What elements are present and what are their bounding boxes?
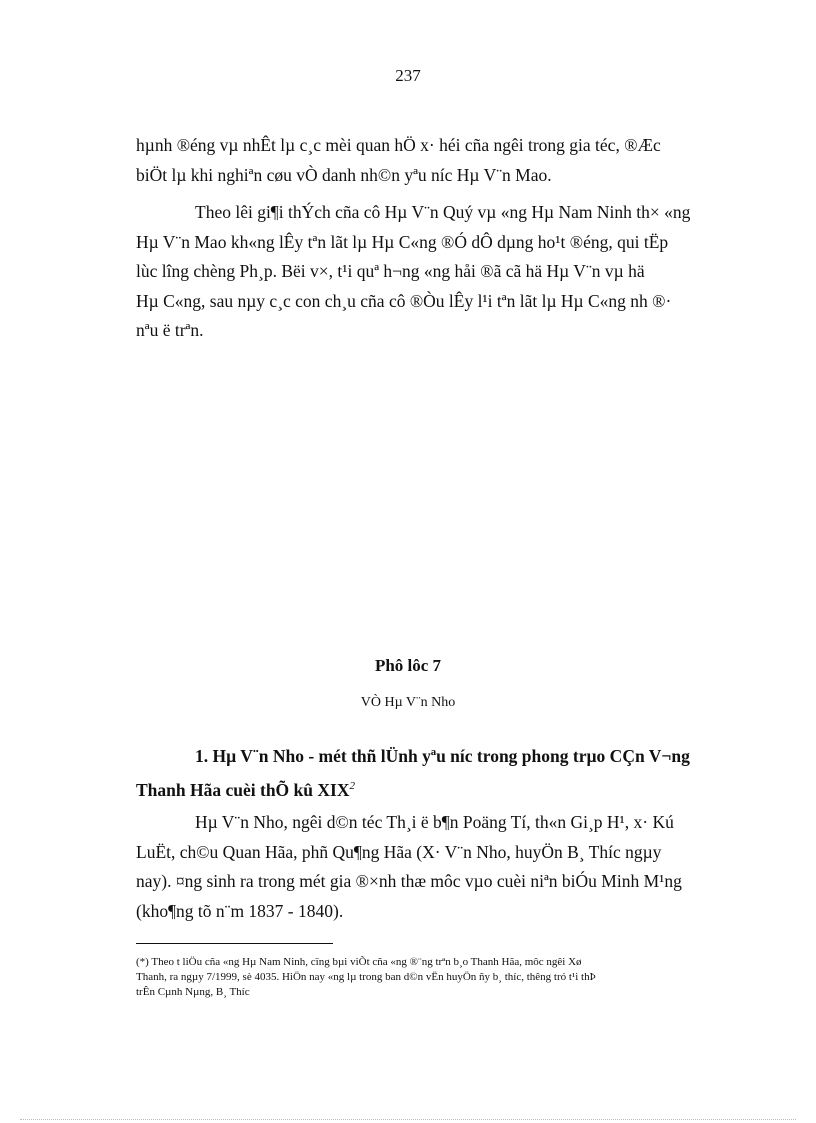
page-number: 237 (395, 66, 421, 85)
footnote-line: (*) Theo t liÖu cña «ng Hµ Nam Ninh, cïng bµi viÕt cña «ng ®¨ng trªn b¸o Thanh Hãa, môc ngêi Xø (136, 956, 582, 968)
page-bottom-border (20, 1119, 796, 1120)
footnote-line: trÊn Cµnh Nµng, B¸ Thíc (136, 986, 250, 998)
footnote-ref: 2 (349, 779, 355, 792)
text-line: lùc lîng chèng Ph¸p. Bëi v×, t¹i quª h¬ng «ng håi ®ã cã hä Hµ V¨n vµ hä (136, 261, 645, 281)
text-line: hµnh ®éng vµ nhÊt lµ c¸c mèi quan hÖ x· héi cña ngêi trong gia téc, ®Æc (136, 135, 661, 155)
heading-line (136, 772, 768, 805)
text-line: LuËt, ch©u Quan Hãa, phñ Qu¶ng Hãa (X· V¨n Nho, huyÖn B¸ Thíc ngµy (136, 841, 662, 862)
appendix-subtitle: VÒ Hµ V¨n Nho (360, 695, 456, 710)
appendix-title: Phô lôc 7 (374, 656, 442, 675)
footnote (136, 955, 768, 1000)
text-line: Theo lêi gi¶i thÝch cña cô Hµ V¨n Quý vµ «ng Hµ Nam Ninh th× «ng (195, 202, 691, 222)
text-line: biÖt lµ khi nghiªn cøu vÒ danh nh©n yªu níc Hµ V¨n Mao. (136, 164, 552, 185)
text-line: Hµ V¨n Mao kh«ng lÊy tªn lãt lµ Hµ C«ng ®Ó dÔ dµng ho¹t ®éng, qui tËp (136, 231, 669, 252)
paragraph-explanation (136, 198, 768, 346)
footnote-line: Thanh, ra ngµy 7/1999, sè 4035. HiÖn nay «ng lµ trong ban d©n vËn huyÖn ñy b¸ thíc, thêng tró t¹i thÞ (136, 971, 596, 983)
paragraph-continuation (136, 131, 768, 190)
text-line: nªu ë trªn. (136, 320, 204, 340)
section-heading (136, 742, 768, 805)
heading-text: Thanh Hãa cuèi thÕ kû XIX (136, 779, 350, 800)
footnote-rule (136, 943, 333, 944)
heading-line: 1. Hµ V¨n Nho - mét thñ lÜnh yªu níc trong phong trµo CÇn V¬ng (195, 746, 690, 766)
text-line: (kho¶ng tõ n¨m 1837 - 1840). (136, 900, 344, 921)
text-line: Hµ C«ng, sau nµy c¸c con ch¸u cña cô ®Òu lÊy l¹i tªn lãt lµ Hµ C«ng nh ®· (136, 290, 672, 311)
text-line: nay). ¤ng sinh ra trong mét gia ®×nh thæ môc vµo cuèi niªn biÓu Minh M¹ng (136, 871, 682, 891)
section-paragraph (136, 808, 768, 926)
text-line: Hµ V¨n Nho, ngêi d©n téc Th¸i ë b¶n Poäng Tí, th«n Gi¸p H¹, x· Kú (195, 812, 674, 832)
